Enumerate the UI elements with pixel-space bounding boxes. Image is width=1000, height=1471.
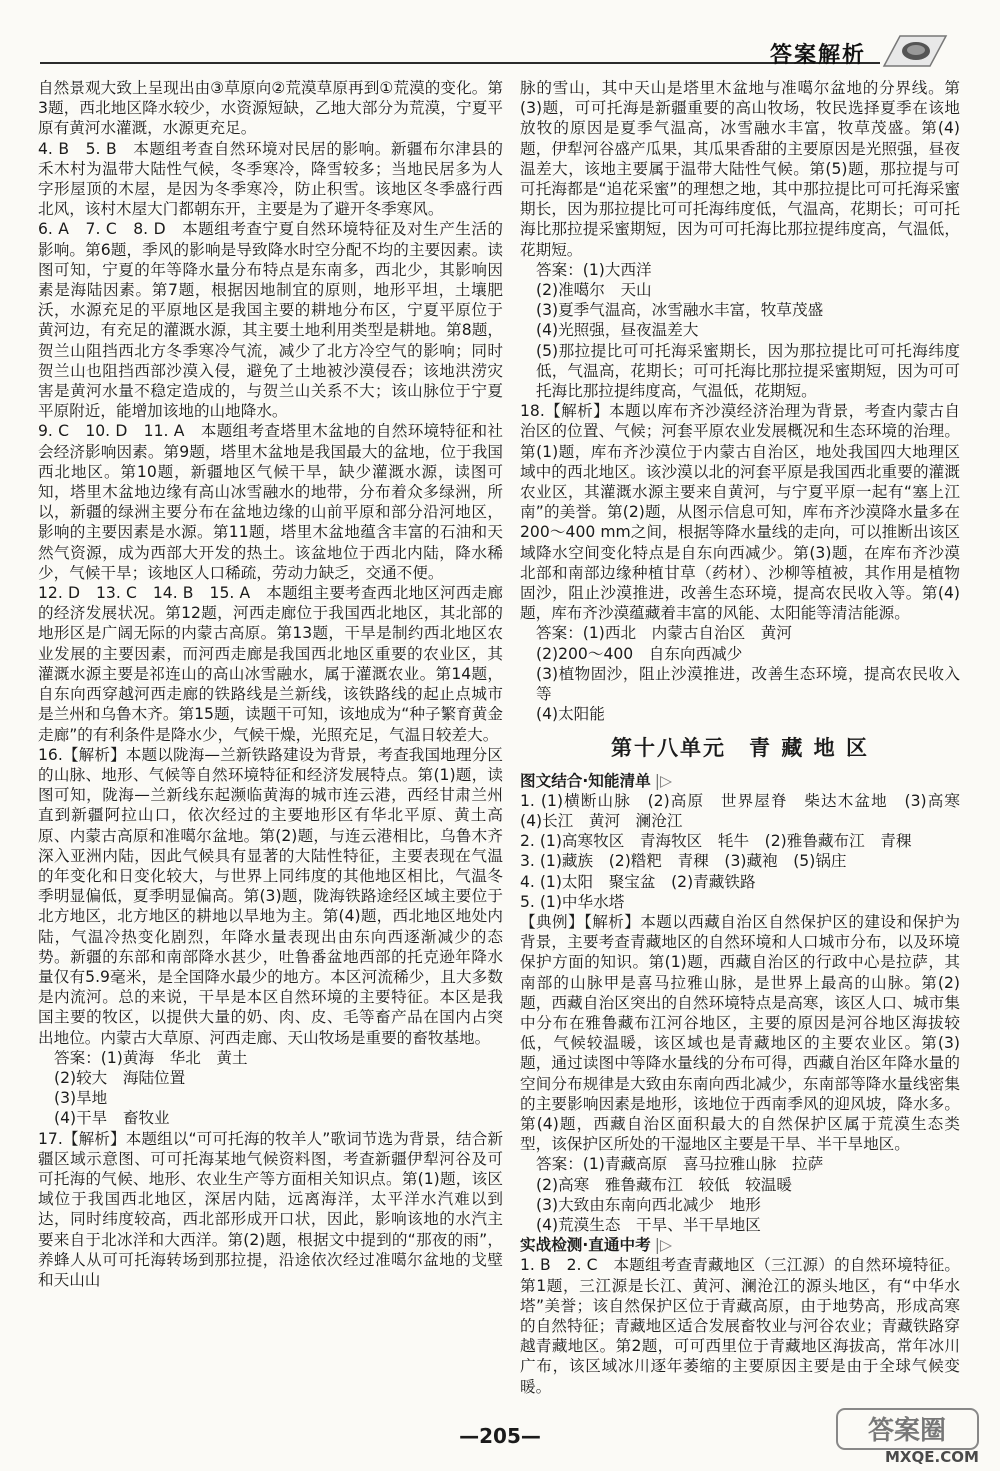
answer-line: (4)荒漠生态 干旱、半干旱地区 xyxy=(536,1215,761,1234)
page-header xyxy=(0,0,1000,80)
answer-line: (5)那拉提比可可托海采蜜期长，因为那拉提比可可托海纬度低，气温高，花期长；可可托海比那拉提采蜜期短，因为可可托海比那拉提纬度高，气温低，花期短。 xyxy=(536,341,960,401)
section-heading: 实战检测·直通中考 |▷ xyxy=(520,1236,672,1255)
left-paragraph: 16.【解析】本题以陇海—兰新铁路建设为背景，考查我国地理分区的山脉、地形、气候等自然环境特征和经济发展特点。第(1)题，读图可知，陇海—兰新线东起濒临黄海的城市连云港，西经甘肃兰州直到新疆阿拉山口，依次经过的主要地形区有华北平原、黄土高原、内蒙古高原和准噶尔盆地。第(2)题，与连云港相比，乌鲁木齐深入亚洲内陆，因此气候具有显著的大陆性特征，主要表现在气温的年变化和日变化较大，与世界上同纬度的其他地区相比，气温冬季明显偏低，夏季明显偏高。第(3)题，陇海铁路途经区域主要位于北方地区，北方地区的耕地以旱地为主。第(4)题，西北地区地处内陆，气温冷热变化剧烈，年降水量表现出由东向西逐渐减少的态势。新疆的东部和南部降水甚少，吐鲁番盆地西部的托克逊年降水量仅有5.9毫米，是全国降水最少的地方。本区河流稀少，且大多数是内流河。总的来说，干旱是本区自然环境的主要特征。本区是我国主要的牧区，以提供大量的奶、肉、皮、毛等畜产品在国内占突出地位。内蒙古大草原、河西走廊、天山牧场是重要的畜牧基地。 xyxy=(38,745,503,1047)
left-column xyxy=(38,78,503,1420)
left-paragraph: 9. C 10. D 11. A 本题组考查塔里木盆地的自然环境特征和社会经济影响因素。第9题，塔里木盆地是我国最大的盆地，位于我国西北地区。第10题，新疆地区气候干旱，缺少灌溉水源，读图可知，塔里木盆地边缘有高山冰雪融水的地带，分布着众多绿洲，所以，新疆的绿洲主要分布在盆地边缘的山前平原和部分沿河地区，影响的主要因素是水源。第11题，塔里木盆地蕴含丰富的石油和天然气资源，成为西部大开发的热土。该盆地位于西北内陆，降水稀少，气候干旱；该地区人口稀疏，劳动力缺乏，交通不便。 xyxy=(38,422,503,582)
left-paragraph: 自然景观大致上呈现出由③草原向②荒漠草原再到①荒漠的变化。第3题，西北地区降水较少，水资源短缺，乙地大部分为荒漠，宁夏平原有黄河水灌溉，水源更充足。 xyxy=(38,79,503,138)
answer-line: 答案：(1)西北 内蒙古自治区 黄河 xyxy=(536,624,792,643)
answer-line: 答案：(1)大西洋 xyxy=(536,260,652,279)
answer-line: (2)准噶尔 天山 xyxy=(536,281,652,300)
answer-line: (3)植物固沙，阻止沙漠推进，改善生态环境，提高农民收入等 xyxy=(536,664,960,704)
answer-line: (2)高寒 雅鲁藏布江 较低 较温暖 xyxy=(536,1175,792,1194)
knowledge-item: 4. (1)太阳 聚宝盆 (2)青藏铁路 xyxy=(520,872,756,891)
right-column xyxy=(520,78,976,1420)
answer-line: (3)夏季气温高，冰雪融水丰富，牧草茂盛 xyxy=(536,301,824,320)
answer-line: (3)旱地 xyxy=(54,1089,108,1108)
answer-line: (2)200～400 自东向西减少 xyxy=(536,644,743,663)
left-paragraph: 12. D 13. C 14. B 15. A 本题组主要考查西北地区河西走廊的经济发展状况。第12题，河西走廊位于我国西北地区，其北部的地形区是广阔无际的内蒙古高原。第13题，干旱是制约西北地区农业发展的主要因素，而河西走廊是我国西北地区重要的农业区，其灌溉水源主要是祁连山的高山冰雪融水，属于灌溉农业。第14题，自东向西穿越河西走廊的铁路线是兰新线，该铁路线的起止点城市是兰州和乌鲁木齐。第15题，读题干可知，该地成为“种子繁育黄金走廊”的有利条件是降水少，气候干燥，光照充足，气温日较差大。 xyxy=(38,584,503,744)
page-number: —205— xyxy=(459,1424,541,1448)
knowledge-item: 3. (1)藏族 (2)糌粑 青稞 (3)藏袍 (5)锅庄 xyxy=(520,852,847,871)
section-heading: 图文结合·知能清单 |▷ xyxy=(520,771,672,790)
left-paragraph: 17.【解析】本题组以“可可托海的牧羊人”歌词节选为背景，结合新疆区域示意图、可可托海某地气候资料图，考查新疆伊犁河谷及可可托海的气候、地形、农业生产等方面相关知识点。第(1)题，该区域位于我国西北地区，深居内陆，远离海洋，太平洋水汽难以到达，同时纬度较高，西北部形成开口状，因此，影响该地的水汽主要来自于北冰洋和大西洋。第(2)题，根据文中提到的“那夜的雨”，养蜂人从可可托海转场到那拉提，沿途依次经过准噶尔盆地的戈壁和天山山 xyxy=(38,1129,503,1289)
answer-line: (2)较大 海陆位置 xyxy=(54,1068,186,1087)
answer-line: 答案：(1)黄海 华北 黄土 xyxy=(54,1048,248,1067)
example-paragraph: 【典例】【解析】本题以西藏自治区自然保护区的建设和保护为背景，主要考查青藏地区的自然环境和人口城市分布，以及环境保护方面的知识。第(1)题，西藏自治区的行政中心是拉萨，其南部的山脉甲是喜马拉雅山脉，是世界上最高的山脉。第(2)题，西藏自治区突出的自然环境特点是高寒，该区人口、城市集中分布在雅鲁藏布江河谷地区，主要的原因是河谷地区海拔较低，气候较温暖，该区域也是青藏地区的主要农业区。第(3)题，通过读图中等降水量线的分布可得，西藏自治区年降水量的空间分布规律是大致由东南向西北减少，东南部等降水量线密集的主要影响因素是地形，该地位于西南季风的迎风坡，降水多。第(4)题，西藏自治区面积最大的自然保护区属于荒漠生态类型，该保护区所处的干湿地区主要是干旱、半干旱地区。 xyxy=(520,912,960,1154)
book-logo-icon xyxy=(880,30,950,72)
knowledge-item: 5. (1)中华水塔 xyxy=(520,892,625,911)
left-paragraph: 6. A 7. C 8. D 本题组考查宁夏自然环境特征及对生产生活的影响。第6题，季风的影响是导致降水时空分配不均的主要因素。读图可知，宁夏的年等降水量分布特点是东南多，西北少，其影响因素是海陆因素。第7题，根据因地制宜的原则，地形平坦，土壤肥沃，水源充足的平原地区是我国主要的耕地分布区，宁夏平原位于黄河边，有充足的灌溉水源，其主要土地利用类型是耕地。第8题，贺兰山阻挡西北方冬季寒冷气流，减少了北方冷空气的影响；同时贺兰山也阻挡西部沙漠入侵，避免了土地被沙漠侵吞；该地洪涝灾害是黄河水量不稳定造成的，与贺兰山关系不大；该山脉位于宁夏平原附近，能增加该地的山地降水。 xyxy=(38,220,503,421)
right-paragraph: 脉的雪山，其中天山是塔里木盆地与准噶尔盆地的分界线。第(3)题，可可托海是新疆重要的高山牧场，牧民选择夏季在该地放牧的原因是夏季气温高，冰雪融水丰富，牧草茂盛。第(4)题，伊犁河谷盛产瓜果，其瓜果香甜的主要原因是光照强，昼夜温差大，该地主要属于温带大陆性气候。第(5)题，那拉提与可可托海都是“追花采蜜”的理想之地，其中那拉提比可可托海采蜜期长，因为那拉提比可可托海纬度低，气温高，花期长；可可托海比那拉提采蜜期短，因为可可托海比那拉提纬度高，气温低，花期短。 xyxy=(520,79,960,259)
header-rule xyxy=(40,62,880,64)
unit-title: 第十八单元 青 藏 地 区 xyxy=(611,735,869,760)
right-paragraph: 18.【解析】本题以库布齐沙漠经济治理为背景，考查内蒙古自治区的位置、气候；河套平原农业发展概况和生态环境的治理。第(1)题，库布齐沙漠位于内蒙古自治区，地处我国四大地理区域中的西北地区。该沙漠以北的河套平原是我国西北重要的灌溉农业区，其灌溉水源主要来自黄河，与宁夏平原一起有“塞上江南”的美誉。第(2)题，从图示信息可知，库布齐沙漠降水量多在200～400 mm之间，根据等降水量线的走向，可以推断出该区域降水空间变化特点是自东向西减少。第(3)题，在库布齐沙漠北部和南部边缘种植甘草（药材）、沙柳等植被，其作用是植物固沙，阻止沙漠推进，改善生态环境，提高农民收入等。第(4)题，库布齐沙漠蕴藏着丰富的风能、太阳能等清洁能源。 xyxy=(520,402,960,623)
right-paragraph: 1. B 2. C 本题组考查青藏地区（三江源）的自然环境特征。第1题，三江源是长江、黄河、澜沧江的源头地区，有“中华水塔”美誉；该自然保护区位于青藏高原，由于地势高，形成高寒的自然特征；青藏地区适合发展畜牧业与河谷农业；青藏铁路穿越青藏地区。第2题，可可西里位于青藏地区海拔高，常年冰川广布，该区域冰川逐年萎缩的主要原因主要是由于全球气候变暖。 xyxy=(520,1256,960,1396)
answer-line: 答案：(1)青藏高原 喜马拉雅山脉 拉萨 xyxy=(536,1155,824,1174)
answer-line: (4)干旱 畜牧业 xyxy=(54,1109,170,1128)
answer-line: (3)大致由东南向西北减少 地形 xyxy=(536,1195,761,1214)
knowledge-item: 1. (1)横断山脉 (2)高原 世界屋脊 柴达木盆地 (3)高寒 (4)长江 黄河 澜沧江 xyxy=(520,791,976,830)
answer-line: (4)光照强，昼夜温差大 xyxy=(536,321,699,340)
svg-text:答案圈: 答案圈 xyxy=(867,1416,947,1446)
watermark-url: MXQE.COM xyxy=(885,1448,979,1466)
left-paragraph: 4. B 5. B 本题组考查自然环境对民居的影响。新疆布尔津县的禾木村为温带大陆性气候，冬季寒冷，降雪较多；当地民居多为人字形屋顶的木屋，是因为冬季寒冷，防止积雪。该地区冬季盛行西北风，该村木屋大门都朝东开，主要是为了避开冬季寒风。 xyxy=(38,139,503,219)
answer-line: (4)太阳能 xyxy=(536,705,605,724)
header-title: 答案解析 xyxy=(770,43,867,68)
knowledge-item: 2. (1)高寒牧区 青海牧区 牦牛 (2)雅鲁藏布江 青稞 xyxy=(520,832,912,851)
